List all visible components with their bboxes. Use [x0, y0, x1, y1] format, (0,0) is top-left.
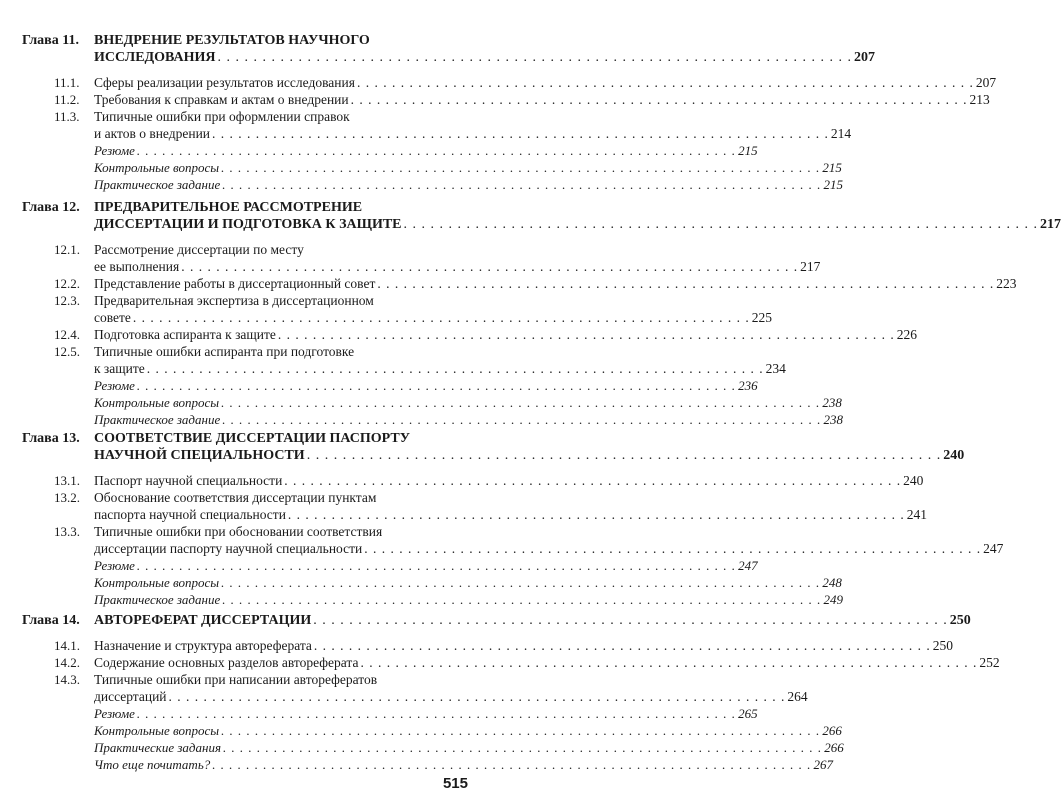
section-title: [94, 739, 844, 756]
page-ref: 207: [975, 75, 997, 90]
page-ref: 215: [822, 160, 842, 175]
page-ref: 266: [822, 723, 842, 738]
page-ref: 215: [738, 143, 758, 158]
section-title: [94, 671, 808, 705]
line-text: Типичные ошибки при оформлении справок: [94, 109, 350, 124]
dot-leader: . . . . . . . . . . . . . . . . . . . . . . . . . . . . . . . . . . . . . . . . . . . . . . . . . . . . . . . . . . . . . . . . . . . . . . .: [356, 75, 974, 90]
page-ref: 250: [949, 613, 971, 628]
page-ref: 265: [738, 706, 758, 721]
section-number: 11.2.: [54, 92, 80, 107]
dot-leader: . . . . . . . . . . . . . . . . . . . . . . . . . . . . . . . . . . . . . . . . . . . . . . . . . . . . . . . . . . . . . . . . . . . . . . .: [364, 541, 982, 556]
dot-leader: . . . . . . . . . . . . . . . . . . . . . . . . . . . . . . . . . . . . . . . . . . . . . . . . . . . . . . . . . . . . . . . . . . . . . . .: [181, 259, 799, 274]
section-title: [94, 637, 954, 654]
line-text: Типичные ошибки при обосновании соответствия: [94, 524, 383, 539]
chapter-title: [94, 430, 965, 464]
page-ref: 247: [738, 558, 758, 573]
section-title: [94, 326, 918, 343]
section-number: 12.5.: [54, 344, 80, 359]
line-text: ДИССЕРТАЦИИ И ПОДГОТОВКА К ЗАЩИТЕ: [94, 217, 402, 232]
page-ref: 234: [765, 361, 786, 376]
page-ref: 248: [822, 575, 842, 590]
page-ref: 213: [969, 92, 990, 107]
dot-leader: . . . . . . . . . . . . . . . . . . . . . . . . . . . . . . . . . . . . . . . . . . . . . . . . . . . . . . . . . . . . . . . . . . . . . . .: [277, 327, 895, 342]
line-text: ИССЛЕДОВАНИЯ: [94, 50, 216, 65]
section-title: [94, 705, 758, 722]
dot-leader: . . . . . . . . . . . . . . . . . . . . . . . . . . . . . . . . . . . . . . . . . . . . . . . . . . . . . . . . . . . . . . . . . . . . . . .: [136, 143, 737, 158]
page-ref: 238: [823, 412, 843, 427]
line-text: Резюме: [94, 378, 135, 393]
section-title: [94, 91, 990, 108]
section-number: 12.2.: [54, 276, 80, 291]
line-text: диссертации паспорту научной специальности: [94, 541, 363, 556]
line-text: Контрольные вопросы: [94, 723, 220, 738]
chapter-label: Глава 14.: [22, 613, 80, 628]
line-text: Практические задания: [94, 740, 221, 755]
dot-leader: . . . . . . . . . . . . . . . . . . . . . . . . . . . . . . . . . . . . . . . . . . . . . . . . . . . . . . . . . . . . . . . . . . . . . . .: [306, 448, 942, 463]
chapter-label: Глава 13.: [22, 431, 80, 446]
line-text: совете: [94, 310, 131, 325]
section-number: 13.3.: [54, 524, 80, 539]
page-ref: 223: [996, 276, 1017, 291]
dot-leader: . . . . . . . . . . . . . . . . . . . . . . . . . . . . . . . . . . . . . . . . . . . . . . . . . . . . . . . . . . . . . . . . . . . . . . .: [132, 310, 750, 325]
page-ref: 241: [906, 507, 928, 522]
line-text: СООТВЕТСТВИЕ ДИССЕРТАЦИИ ПАСПОРТУ: [94, 431, 411, 446]
dot-leader: . . . . . . . . . . . . . . . . . . . . . . . . . . . . . . . . . . . . . . . . . . . . . . . . . . . . . . . . . . . . . . . . . . . . . . .: [221, 160, 821, 175]
page-ref: 240: [943, 448, 965, 463]
section-title: [94, 241, 821, 275]
page-ref: 249: [823, 592, 843, 607]
line-text: паспорта научной специальности: [94, 507, 286, 522]
line-text: Сферы реализации результатов исследования: [94, 75, 355, 90]
page-ref: 252: [979, 655, 1000, 670]
dot-leader: . . . . . . . . . . . . . . . . . . . . . . . . . . . . . . . . . . . . . . . . . . . . . . . . . . . . . . . . . . . . . . . . . . . . . . .: [313, 638, 931, 653]
line-text: к защите: [94, 361, 145, 376]
dot-leader: . . . . . . . . . . . . . . . . . . . . . . . . . . . . . . . . . . . . . . . . . . . . . . . . . . . . . . . . . . . . . . . . . . . . . . .: [222, 592, 822, 607]
page-ref: 250: [932, 638, 954, 653]
line-text: Контрольные вопросы: [94, 575, 220, 590]
line-text: Резюме: [94, 143, 135, 158]
dot-leader: . . . . . . . . . . . . . . . . . . . . . . . . . . . . . . . . . . . . . . . . . . . . . . . . . . . . . . . . . . . . . . . . . . . . . . .: [212, 126, 829, 141]
line-text: ВНЕДРЕНИЕ РЕЗУЛЬТАТОВ НАУЧНОГО: [94, 33, 370, 48]
page-ref: 264: [787, 689, 808, 704]
page-ref: 240: [903, 473, 924, 488]
dot-leader: . . . . . . . . . . . . . . . . . . . . . . . . . . . . . . . . . . . . . . . . . . . . . . . . . . . . . . . . . . . . . . . . . . . . . . .: [222, 412, 822, 427]
chapter-title: [94, 199, 1061, 233]
dot-leader: . . . . . . . . . . . . . . . . . . . . . . . . . . . . . . . . . . . . . . . . . . . . . . . . . . . . . . . . . . . . . . . . . . . . . . .: [136, 378, 737, 393]
line-text: ее выполнения: [94, 259, 180, 274]
dot-leader: . . . . . . . . . . . . . . . . . . . . . . . . . . . . . . . . . . . . . . . . . . . . . . . . . . . . . . . . . . . . . . . . . . . . . . .: [222, 177, 822, 192]
line-text: и актов о внедрении: [94, 126, 211, 141]
line-text: Паспорт научной специальности: [94, 473, 283, 488]
chapter-title: [94, 612, 971, 629]
line-text: Содержание основных разделов автореферата: [94, 655, 359, 670]
section-number: 14.1.: [54, 638, 80, 653]
dot-leader: . . . . . . . . . . . . . . . . . . . . . . . . . . . . . . . . . . . . . . . . . . . . . . . . . . . . . . . . . . . . . . . . . . . . . . .: [287, 507, 905, 522]
section-title: [94, 756, 833, 773]
section-number: 12.3.: [54, 293, 80, 308]
line-text: Представление работы в диссертационный совет: [94, 276, 376, 291]
section-number: 13.2.: [54, 490, 80, 505]
dot-leader: . . . . . . . . . . . . . . . . . . . . . . . . . . . . . . . . . . . . . . . . . . . . . . . . . . . . . . . . . . . . . . . . . . . . . . .: [136, 558, 737, 573]
page-ref: 215: [823, 177, 843, 192]
section-title: [94, 343, 786, 377]
dot-leader: . . . . . . . . . . . . . . . . . . . . . . . . . . . . . . . . . . . . . . . . . . . . . . . . . . . . . . . . . . . . . . . . . . . . . . .: [221, 723, 821, 738]
line-text: Резюме: [94, 706, 135, 721]
page-ref: 217: [800, 259, 821, 274]
section-title: [94, 108, 852, 142]
section-title: [94, 74, 997, 91]
line-text: Типичные ошибки при написании авторефератов: [94, 672, 378, 687]
page-ref: 214: [830, 126, 852, 141]
page-ref: 236: [738, 378, 758, 393]
dot-leader: . . . . . . . . . . . . . . . . . . . . . . . . . . . . . . . . . . . . . . . . . . . . . . . . . . . . . . . . . . . . . . . . . . . . . . .: [377, 276, 995, 291]
page-ref: 207: [854, 50, 876, 65]
line-text: АВТОРЕФЕРАТ ДИССЕРТАЦИИ: [94, 613, 312, 628]
dot-leader: . . . . . . . . . . . . . . . . . . . . . . . . . . . . . . . . . . . . . . . . . . . . . . . . . . . . . . . . . . . . . . . . . . . . . . .: [136, 706, 737, 721]
line-text: Назначение и структура автореферата: [94, 638, 312, 653]
section-title: [94, 159, 842, 176]
section-title: [94, 377, 758, 394]
section-number: 11.3.: [54, 109, 80, 124]
dot-leader: . . . . . . . . . . . . . . . . . . . . . . . . . . . . . . . . . . . . . . . . . . . . . . . . . . . . . . . . . . . . . . . . . . . . . . .: [313, 613, 948, 628]
line-text: Требования к справкам и актам о внедрении: [94, 92, 349, 107]
section-title: [94, 722, 842, 739]
dot-leader: . . . . . . . . . . . . . . . . . . . . . . . . . . . . . . . . . . . . . . . . . . . . . . . . . . . . . . . . . . . . . . . . . . . . . . .: [223, 740, 823, 755]
section-number: 12.4.: [54, 327, 80, 342]
dot-leader: . . . . . . . . . . . . . . . . . . . . . . . . . . . . . . . . . . . . . . . . . . . . . . . . . . . . . . . . . . . . . . . . . . . . . . .: [403, 217, 1039, 232]
dot-leader: . . . . . . . . . . . . . . . . . . . . . . . . . . . . . . . . . . . . . . . . . . . . . . . . . . . . . . . . . . . . . . . . . . . . . . .: [284, 473, 902, 488]
section-number: 14.2.: [54, 655, 80, 670]
dot-leader: . . . . . . . . . . . . . . . . . . . . . . . . . . . . . . . . . . . . . . . . . . . . . . . . . . . . . . . . . . . . . . . . . . . . . . .: [221, 575, 821, 590]
page-ref: 225: [751, 310, 773, 325]
line-text: Контрольные вопросы: [94, 395, 220, 410]
dot-leader: . . . . . . . . . . . . . . . . . . . . . . . . . . . . . . . . . . . . . . . . . . . . . . . . . . . . . . . . . . . . . . . . . . . . . . .: [217, 50, 853, 65]
page-ref: 247: [983, 541, 1004, 556]
section-title: [94, 176, 843, 193]
section-number: 13.1.: [54, 473, 80, 488]
chapter-label: Глава 11.: [22, 33, 79, 48]
page-ref: 238: [822, 395, 842, 410]
page-ref: 217: [1040, 217, 1061, 232]
dot-leader: . . . . . . . . . . . . . . . . . . . . . . . . . . . . . . . . . . . . . . . . . . . . . . . . . . . . . . . . . . . . . . . . . . . . . . .: [146, 361, 764, 376]
line-text: Практическое задание: [94, 177, 221, 192]
page-ref: 267: [813, 757, 833, 772]
section-number: 12.1.: [54, 242, 80, 257]
section-number: 14.3.: [54, 672, 80, 687]
section-title: [94, 654, 1000, 671]
page-number: 515: [442, 775, 468, 792]
chapter-label: Глава 12.: [22, 200, 80, 215]
line-text: диссертаций: [94, 689, 167, 704]
dot-leader: . . . . . . . . . . . . . . . . . . . . . . . . . . . . . . . . . . . . . . . . . . . . . . . . . . . . . . . . . . . . . . . . . . . . . . .: [360, 655, 978, 670]
chapter-title: [94, 32, 876, 66]
line-text: Контрольные вопросы: [94, 160, 220, 175]
line-text: Подготовка аспиранта к защите: [94, 327, 276, 342]
page-ref: 266: [824, 740, 844, 755]
section-title: [94, 142, 758, 159]
line-text: Практическое задание: [94, 592, 221, 607]
section-title: [94, 472, 924, 489]
line-text: Резюме: [94, 558, 135, 573]
line-text: Рассмотрение диссертации по месту: [94, 242, 304, 257]
dot-leader: . . . . . . . . . . . . . . . . . . . . . . . . . . . . . . . . . . . . . . . . . . . . . . . . . . . . . . . . . . . . . . . . . . . . . . .: [168, 689, 786, 704]
dot-leader: . . . . . . . . . . . . . . . . . . . . . . . . . . . . . . . . . . . . . . . . . . . . . . . . . . . . . . . . . . . . . . . . . . . . . . .: [212, 757, 812, 772]
dot-leader: . . . . . . . . . . . . . . . . . . . . . . . . . . . . . . . . . . . . . . . . . . . . . . . . . . . . . . . . . . . . . . . . . . . . . . .: [221, 395, 821, 410]
section-title: [94, 591, 843, 608]
section-title: [94, 275, 1017, 292]
line-text: Практическое задание: [94, 412, 221, 427]
line-text: Обоснование соответствия диссертации пунктам: [94, 490, 377, 505]
section-title: [94, 489, 928, 523]
line-text: Типичные ошибки аспиранта при подготовке: [94, 344, 355, 359]
page-ref: 226: [896, 327, 918, 342]
line-text: НАУЧНОЙ СПЕЦИАЛЬНОСТИ: [94, 448, 305, 463]
section-title: [94, 574, 842, 591]
section-title: [94, 557, 758, 574]
section-title: [94, 292, 773, 326]
section-number: 11.1.: [54, 75, 80, 90]
section-title: [94, 411, 843, 428]
dot-leader: . . . . . . . . . . . . . . . . . . . . . . . . . . . . . . . . . . . . . . . . . . . . . . . . . . . . . . . . . . . . . . . . . . . . . . .: [350, 92, 968, 107]
section-title: [94, 523, 1004, 557]
section-title: [94, 394, 842, 411]
line-text: Предварительная экспертиза в диссертационном: [94, 293, 374, 308]
line-text: ПРЕДВАРИТЕЛЬНОЕ РАССМОТРЕНИЕ: [94, 200, 363, 215]
line-text: Что еще почитать?: [94, 757, 211, 772]
